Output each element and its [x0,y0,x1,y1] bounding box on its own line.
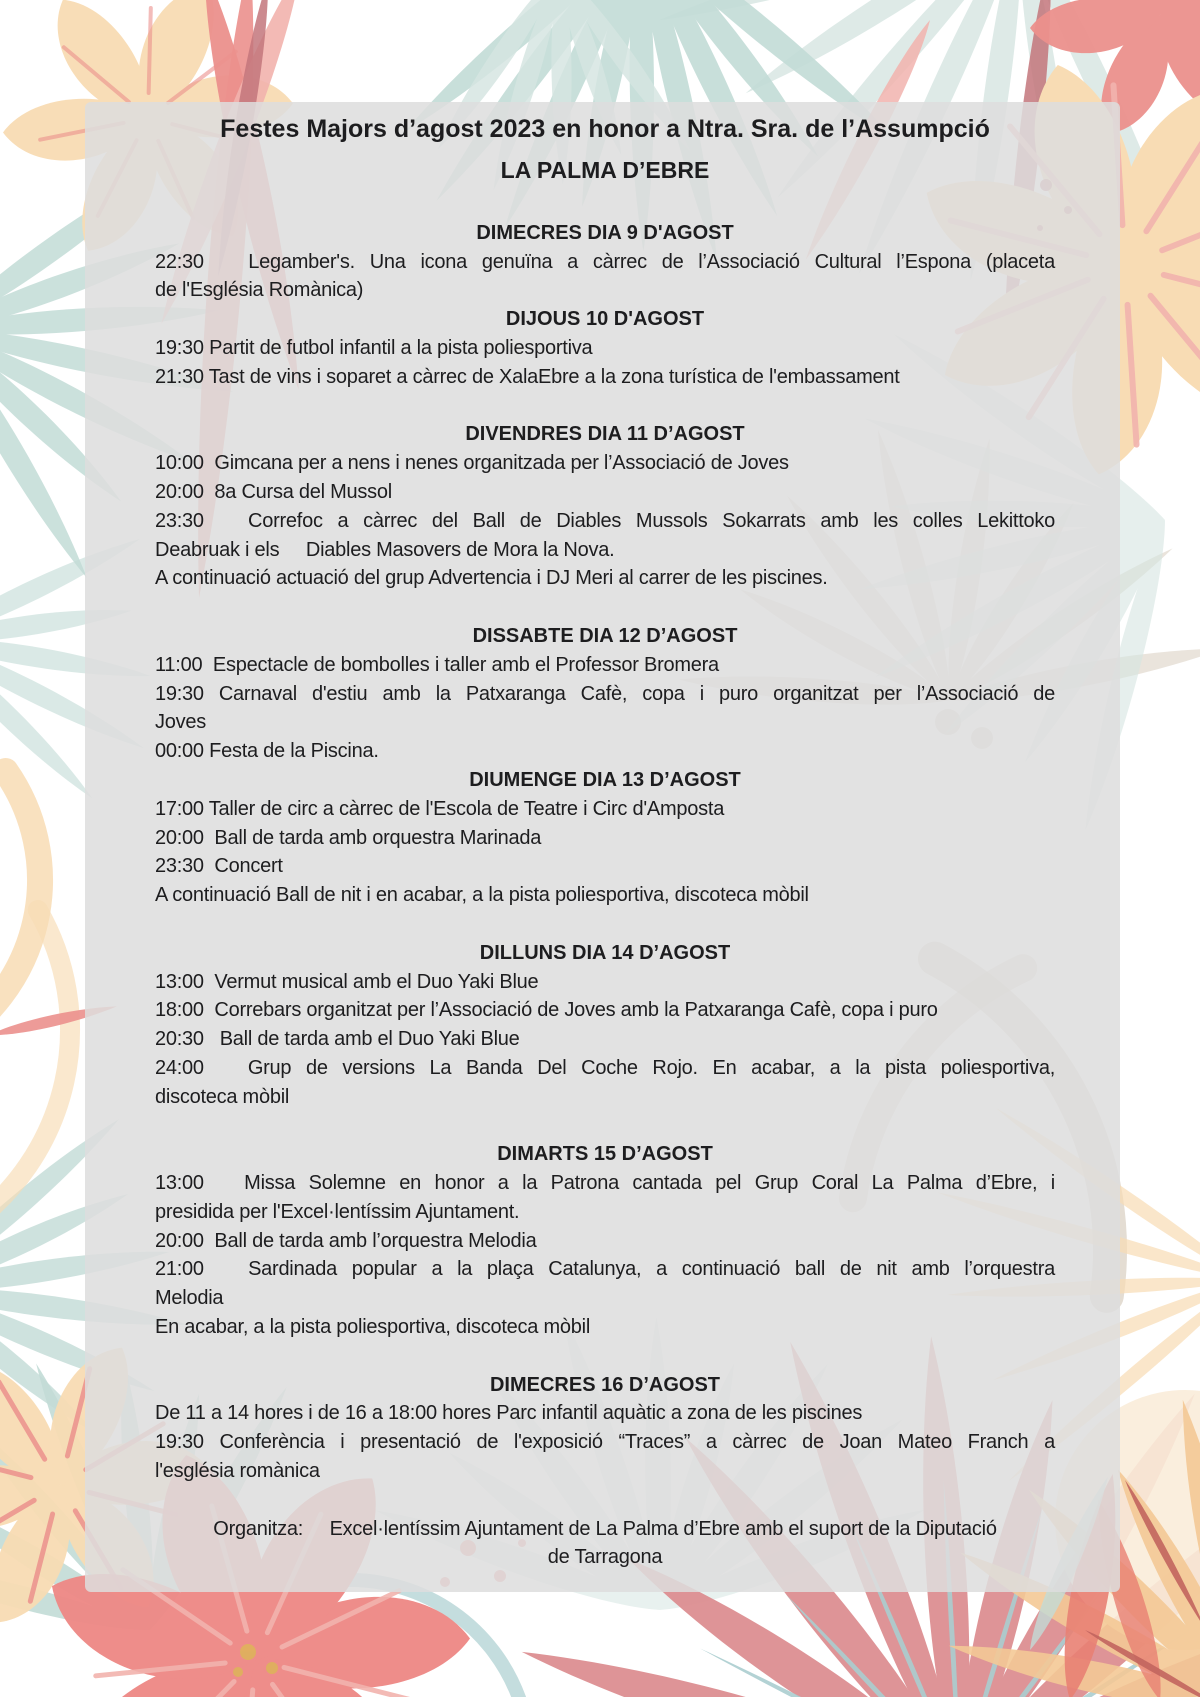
event-line [155,737,1055,766]
event-line [155,824,1055,853]
event-line [155,478,1055,507]
event-text-line: 21:00 Sardinada popular a la plaça Catalunya, a continuació ball de nit amb l’orquestra [155,1258,1055,1281]
poster-subtitle: LA PALMA D’EBRE [500,157,710,183]
event-text-line: 18:00 Correbars organitzat per l’Associació de Joves amb la Patxaranga Cafè, copa i puro [155,999,938,1022]
event-text-line: Deabruak i els Diables Masovers de Mora la Nova. [155,538,615,561]
event-line [155,334,1055,363]
event-text-line: 24:00 Grup de versions La Banda Del Coche Rojo. En acabar, a la pista poliesportiva, [155,1056,1055,1079]
section-heading: DIJOUS 10 D'AGOST [505,308,705,331]
event-line [155,1255,1055,1313]
section-heading: DIMARTS 15 D’AGOST [497,1143,713,1166]
organizer-line2: de Tarragona [547,1546,663,1569]
organizer-note [155,1515,1055,1573]
event-text-line: 19:30 Carnaval d'estiu amb la Patxaranga Cafè, copa i puro organitzat per l’Associació de [155,682,1055,705]
event-line [155,968,1055,997]
program-sections [155,219,1055,1486]
event-text-line: 20:00 8a Cursa del Mussol [155,480,392,503]
event-line [155,1227,1055,1256]
section-heading: DILLUNS DIA 14 D’AGOST [479,941,731,964]
event-text-line: 23:30 Correfoc a càrrec del Ball de Diables Mussols Sokarrats amb les colles Lekittoko [155,509,1055,532]
event-text-line: 21:30 Tast de vins i soparet a càrrec de XalaEbre a la zona turística de l'embassament [155,365,900,388]
event-text-line: discoteca mòbil [155,1085,290,1108]
event-text-line: 20:00 Ball de tarda amb l’orquestra Melodia [155,1229,537,1252]
event-text-line: 11:00 Espectacle de bombolles i taller amb el Professor Bromera [155,653,719,676]
event-text-line: l'església romànica [155,1460,320,1483]
section-heading: DIMECRES 16 D’AGOST [489,1373,721,1396]
event-text-line: 13:00 Vermut musical amb el Duo Yaki Blue [155,970,539,993]
event-text-line: 00:00 Festa de la Piscina. [155,740,379,763]
section-heading: DIMECRES DIA 9 D'AGOST [476,221,734,244]
event-text-line: 19:30 Partit de futbol infantil a la pista poliesportiva [155,336,593,359]
poster-title: Festes Majors d’agost 2023 en honor a Ntra. Sra. de l’Assumpció [220,115,990,143]
event-line [155,881,1055,910]
event-text-line: 10:00 Gimcana per a nens i nenes organitzada per l’Associació de Joves [155,452,789,475]
event-text-line: 20:30 Ball de tarda amb el Duo Yaki Blue [155,1028,520,1051]
event-line [155,363,1055,392]
event-text-line: De 11 a 14 hores i de 16 a 18:00 hores Parc infantil aquàtic a zona de les piscines [155,1402,863,1425]
event-text-line: 23:30 Concert [155,855,283,878]
event-line [155,1054,1055,1112]
event-text-line: 19:30 Conferència i presentació de l'exposició “Traces” a càrrec de Joan Mateo Franch a [155,1431,1055,1454]
event-line [155,1025,1055,1054]
event-line [155,507,1055,565]
event-line [155,680,1055,738]
event-line [155,1313,1055,1342]
event-text-line: 20:00 Ball de tarda amb orquestra Marinada [155,826,542,849]
event-line [155,795,1055,824]
event-line [155,1428,1055,1486]
event-text-line: A continuació Ball de nit i en acabar, a la pista poliesportiva, discoteca mòbil [155,884,809,907]
event-text-line: 13:00 Missa Solemne en honor a la Patrona cantada pel Grup Coral La Palma d’Ebre, i [155,1172,1055,1195]
event-text-line: En acabar, a la pista poliesportiva, discoteca mòbil [155,1316,591,1339]
event-line [155,996,1055,1025]
event-text-line: Melodia [155,1287,224,1310]
section-heading: DISSABTE DIA 12 D’AGOST [472,624,738,647]
program-content [155,112,1055,1572]
program-panel [85,102,1120,1592]
event-line [155,852,1055,881]
event-text-line: Joves [155,711,206,734]
event-text-line: presidida per l'Excel·lentíssim Ajuntament. [155,1200,520,1223]
event-text-line: de l'Església Romànica) [155,279,364,302]
event-line [155,449,1055,478]
section-heading: DIVENDRES DIA 11 D’AGOST [465,423,745,446]
event-text-line: 17:00 Taller de circ a càrrec de l'Escola de Teatre i Circ d'Amposta [155,797,725,820]
event-line [155,564,1055,593]
event-text-line: A continuació actuació del grup Advertencia i DJ Meri al carrer de les piscines. [155,567,828,590]
event-line [155,1399,1055,1428]
organizer-line1: Organitza: Excel·lentíssim Ajuntament de La Palma d’Ebre amb el suport de la Diputació [213,1517,997,1540]
event-line [155,248,1055,306]
event-text-line: 22:30 Legamber's. Una icona genuïna a càrrec de l’Associació Cultural l’Espona (placeta [155,250,1055,273]
event-line [155,1169,1055,1227]
event-line [155,651,1055,680]
section-heading: DIUMENGE DIA 13 D’AGOST [469,768,741,791]
